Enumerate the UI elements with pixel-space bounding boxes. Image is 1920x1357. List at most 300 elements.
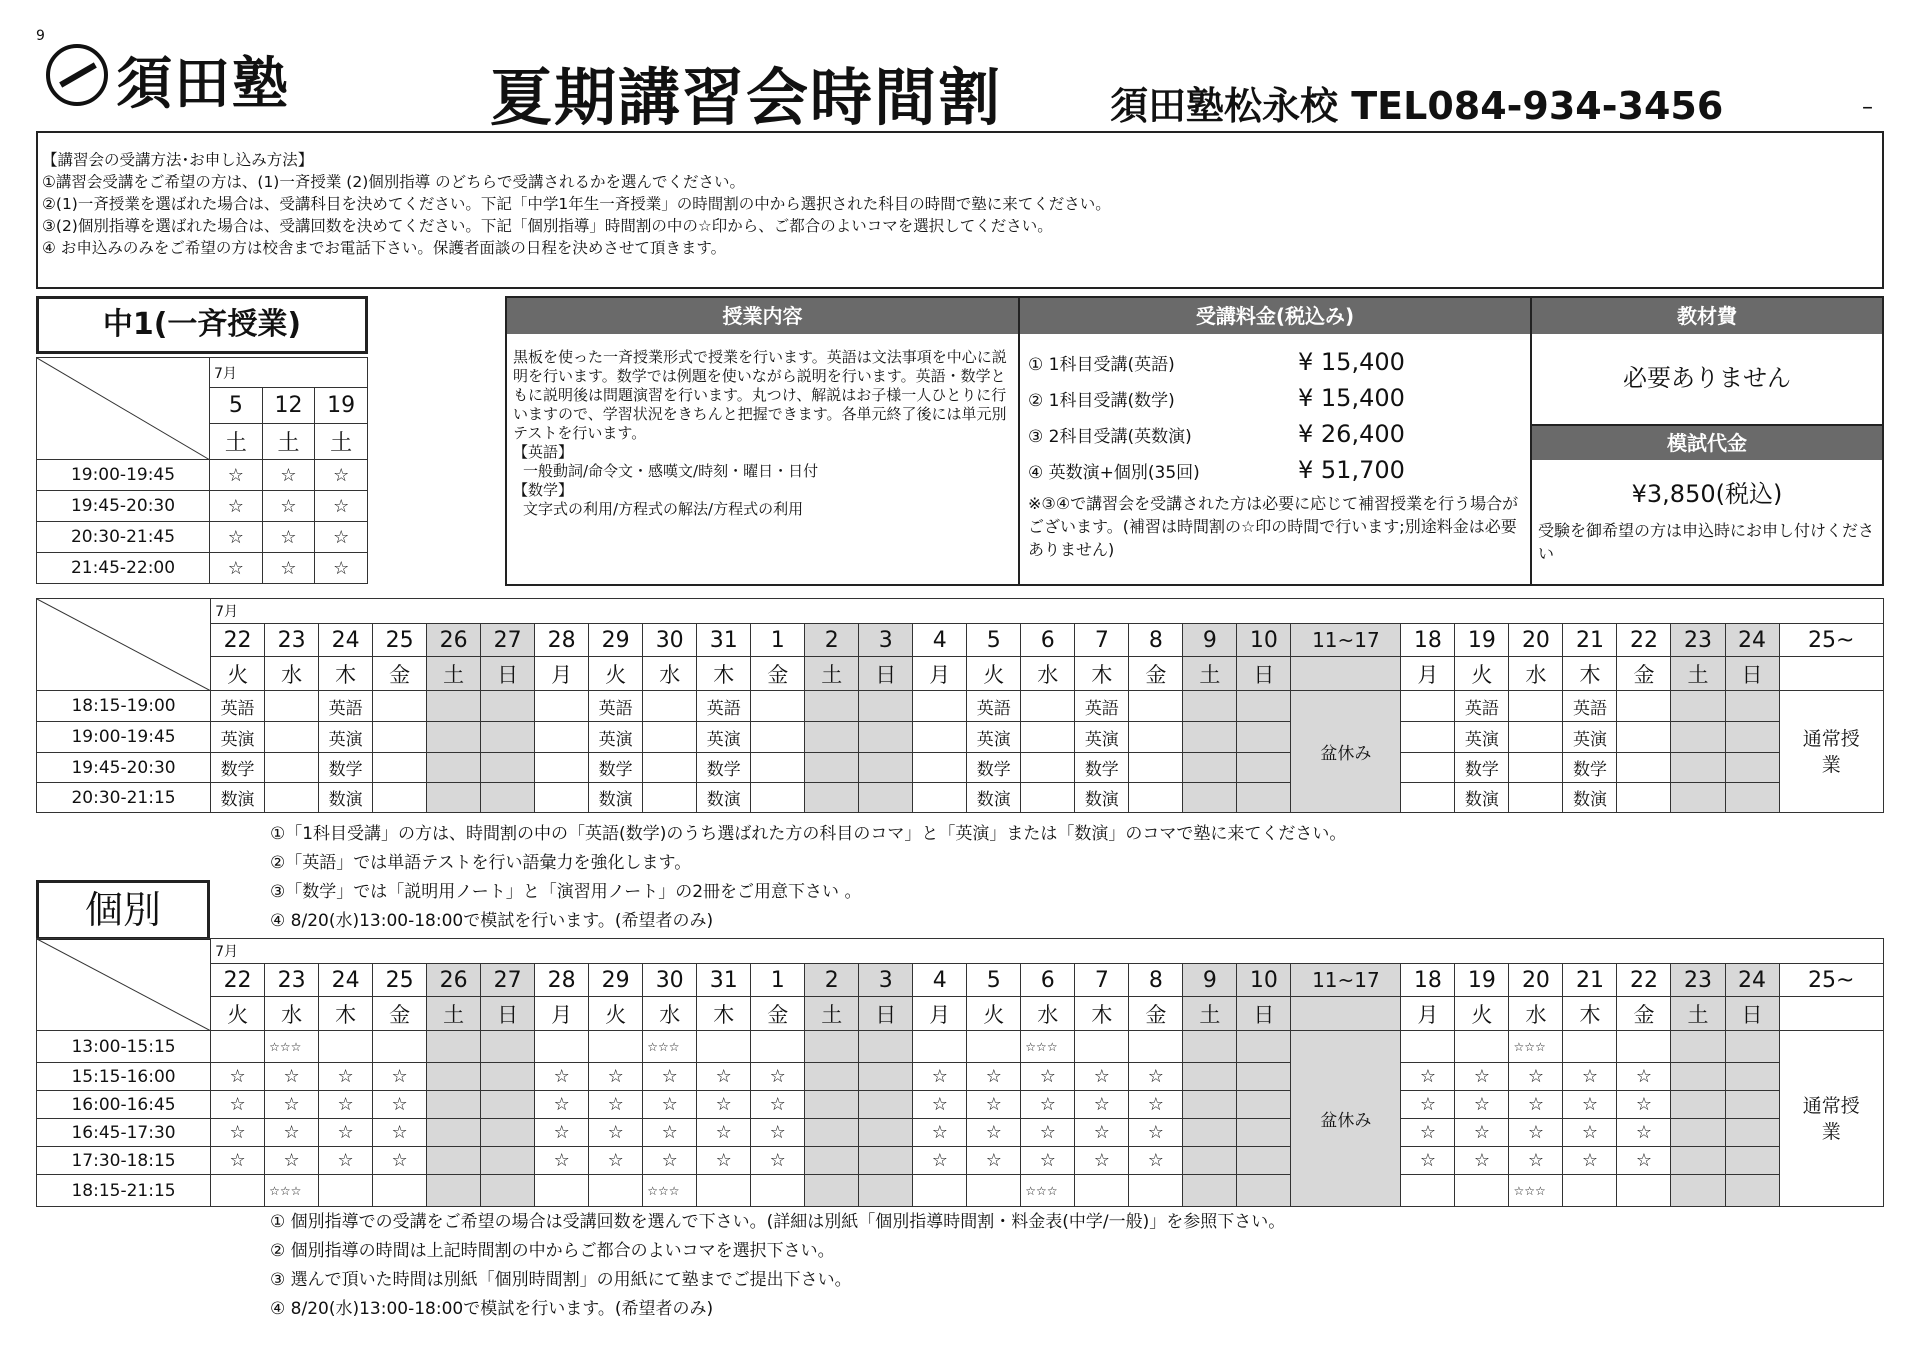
fee-label: ④ 英数演+個別(35回) [1028,462,1200,483]
weekday-cell: 日 [481,657,535,691]
slot-cell [373,1031,427,1063]
slot-cell [1237,1031,1291,1063]
subject-cell: 英語 [319,691,373,722]
slot-cell [1671,1119,1725,1147]
day-cell: 24 [319,624,373,657]
weekday-cell: 木 [697,657,751,691]
day-cell: 19 [315,388,368,424]
weekday-cell: 金 [1129,657,1183,691]
star-cell: ☆ [373,1147,427,1175]
star-cell: ☆ [1563,1147,1617,1175]
star-cell: ☆ [1563,1091,1617,1119]
subject-cell: 英語 [589,691,643,722]
day-cell: 8 [1129,964,1183,997]
slot-cell [1563,1031,1617,1063]
weekday-cell: 木 [1075,997,1129,1031]
english-topics: 一般動詞/命令文・感嘆文/時刻・曜日・日付 [523,462,819,480]
slot-cell [1129,691,1183,722]
slot-cell [427,1175,481,1207]
triple-star-cell: ☆☆☆ [643,1175,697,1207]
star-cell: ☆ [751,1091,805,1119]
star-cell: ☆ [319,1147,373,1175]
logo-mark-icon [46,44,108,106]
slot-cell [1617,722,1671,753]
weekday-cell: 土 [1183,997,1237,1031]
slot-cell [1671,783,1725,813]
weekday-cell: 水 [643,657,697,691]
subject-cell: 数学 [211,753,265,783]
time-cell: 16:45-17:30 [37,1119,211,1147]
star-cell: ☆ [751,1119,805,1147]
diagonal-line [37,939,211,1031]
star-cell: ☆ [319,1119,373,1147]
slot-cell [1725,783,1779,813]
time-cell: 20:30-21:15 [37,783,211,813]
slot-cell [373,1175,427,1207]
time-cell: 13:00-15:15 [37,1031,211,1063]
day-cell: 29 [589,624,643,657]
star-cell: ☆ [1455,1063,1509,1091]
slot-cell [1725,1091,1779,1119]
subject-cell: 数演 [697,783,751,813]
star-cell: ☆ [913,1147,967,1175]
day-cell: 28 [535,624,589,657]
slot-cell [1725,1175,1779,1207]
slot-cell [859,1147,913,1175]
star-cell: ☆ [589,1147,643,1175]
star-cell: ☆ [211,1147,265,1175]
star-cell: ☆ [535,1119,589,1147]
fee-row [1028,380,1522,416]
star-cell: ☆ [1129,1147,1183,1175]
star-cell: ☆ [589,1091,643,1119]
weekday-cell: 水 [1021,657,1075,691]
materials-value: 必要ありません [1532,334,1882,426]
slot-cell [1617,1175,1671,1207]
slot-cell [1237,753,1291,783]
fee-row [1028,344,1522,380]
group-class-notes [270,820,1346,936]
day-cell: 9 [1183,624,1237,657]
weekday-cell: 日 [1725,997,1779,1031]
slot-cell [751,691,805,722]
star-cell: ☆ [643,1063,697,1091]
star-cell: ☆ [1509,1119,1563,1147]
slot-cell [1725,691,1779,722]
day-cell: 24 [1725,624,1779,657]
subject-cell: 英語 [697,691,751,722]
slot-cell [1401,1175,1455,1207]
group-class-table [36,357,368,584]
star-cell: ☆ [1401,1063,1455,1091]
slot-cell [535,722,589,753]
star-cell: ☆ [751,1147,805,1175]
day-cell: 7 [1075,624,1129,657]
slot-cell [481,1031,535,1063]
math-topics: 文字式の利用/方程式の解法/方程式の利用 [523,500,804,518]
day-cell: 25~ [1779,624,1883,657]
day-cell: 22 [1617,964,1671,997]
slot-cell [319,1031,373,1063]
weekday-cell: 金 [1617,997,1671,1031]
subject-cell: 英演 [1075,722,1129,753]
star-cell: ☆ [1075,1091,1129,1119]
star-cell: ☆ [319,1091,373,1119]
note-line: ② 個別指導の時間は上記時間割の中からご都合のよいコマを選択下さい。 [270,1241,835,1261]
day-cell: 5 [967,964,1021,997]
weekday-cell: 土 [210,424,263,460]
slot-cell [373,722,427,753]
slot-cell [427,1091,481,1119]
slot-cell [211,1031,265,1063]
weekday-cell [1779,997,1883,1031]
slot-cell [481,1147,535,1175]
weekday-cell: 金 [751,657,805,691]
month-cell: 7月 [210,358,368,388]
diagonal-line [37,599,211,691]
slot-cell [1237,1147,1291,1175]
slot-cell [427,1031,481,1063]
day-cell: 22 [1617,624,1671,657]
day-cell: 5 [967,624,1021,657]
normal-class-cell: 通常授業 [1779,691,1883,813]
slot-cell [1237,1175,1291,1207]
weekday-cell: 木 [1075,657,1129,691]
slot-cell [427,1147,481,1175]
slot-cell [859,1063,913,1091]
day-cell: 23 [265,624,319,657]
time-cell: 17:30-18:15 [37,1147,211,1175]
fee-note: ※③④で講習会を受講された方は必要に応じて補習授業を行う場合がございます。(補習は時間割の☆印の時間で行います;別途料金は必要ありません) [1028,494,1519,559]
slot-cell [373,783,427,813]
slot-cell [913,1031,967,1063]
fee-label: ③ 2科目受講(英数演) [1028,426,1192,447]
star-cell: ☆ [315,522,368,553]
slot-cell [427,783,481,813]
slot-cell [1129,1031,1183,1063]
weekday-cell: 月 [535,657,589,691]
star-cell: ☆ [751,1063,805,1091]
weekday-cell: 月 [1401,657,1455,691]
slot-cell [805,1119,859,1147]
time-cell: 19:00-19:45 [37,460,210,491]
star-cell: ☆ [262,491,315,522]
weekday-cell [1291,657,1401,691]
subject-cell: 英語 [1455,691,1509,722]
slot-cell [859,1091,913,1119]
subject-cell: 英演 [967,722,1021,753]
subject-cell: 英演 [589,722,643,753]
individual-calendar-grid [36,938,1884,1207]
subject-cell: 数学 [589,753,643,783]
weekday-cell: 金 [751,997,805,1031]
slot-cell [373,691,427,722]
day-cell: 11~17 [1291,964,1401,997]
slot-cell [1075,1175,1129,1207]
time-cell: 21:45-22:00 [37,553,210,584]
note-line: ④ 8/20(水)13:00-18:00で模試を行います。(希望者のみ) [270,1299,714,1319]
day-cell: 10 [1237,964,1291,997]
slot-cell [1129,1175,1183,1207]
day-cell: 29 [589,964,643,997]
slot-cell [859,1119,913,1147]
star-cell: ☆ [535,1063,589,1091]
star-cell: ☆ [1455,1147,1509,1175]
logo-small-text: 9 [36,28,45,44]
day-cell: 26 [427,624,481,657]
weekday-cell: 火 [211,657,265,691]
star-cell: ☆ [697,1091,751,1119]
weekday-cell: 土 [805,657,859,691]
slot-cell [1401,783,1455,813]
slot-cell [1237,722,1291,753]
star-cell: ☆ [265,1063,319,1091]
day-cell: 7 [1075,964,1129,997]
slot-cell [427,1063,481,1091]
materials-panel [1530,296,1884,586]
slot-cell [1563,1175,1617,1207]
subject-cell: 英演 [697,722,751,753]
subject-cell: 英語 [967,691,1021,722]
subject-cell: 英演 [1455,722,1509,753]
star-cell: ☆ [1021,1119,1075,1147]
slot-cell [1401,722,1455,753]
star-cell: ☆ [1617,1147,1671,1175]
day-cell: 21 [1563,624,1617,657]
slot-cell [1725,1119,1779,1147]
star-cell: ☆ [913,1063,967,1091]
weekday-cell: 木 [1563,657,1617,691]
fee-value: ¥ 15,400 [1298,384,1405,412]
day-cell: 22 [211,624,265,657]
star-cell: ☆ [262,460,315,491]
slot-cell [1617,783,1671,813]
weekday-cell: 金 [373,657,427,691]
corner-mark: – [1862,95,1873,120]
star-cell: ☆ [1617,1119,1671,1147]
slot-cell [535,1031,589,1063]
star-cell: ☆ [211,1091,265,1119]
course-content-panel [505,296,1020,586]
info-line: ①講習会受講をご希望の方は、(1)一斉授業 (2)個別指導 のどちらで受講されるかを選んでください。 [42,173,746,191]
slot-cell [805,1175,859,1207]
subject-cell: 英語 [1563,691,1617,722]
day-cell: 20 [1509,964,1563,997]
star-cell: ☆ [697,1119,751,1147]
slot-cell [643,753,697,783]
slot-cell [1183,1119,1237,1147]
fee-value: ¥ 26,400 [1298,420,1405,448]
slot-cell [805,722,859,753]
slot-cell [481,1091,535,1119]
triple-star-cell: ☆☆☆ [1021,1175,1075,1207]
slot-cell [1671,1091,1725,1119]
day-cell: 4 [913,624,967,657]
fee-body [1020,334,1530,561]
day-cell: 1 [751,624,805,657]
slot-cell [589,1031,643,1063]
slot-cell [1183,722,1237,753]
section-label-individual: 個別 [36,880,210,940]
logo-text: 須田塾 [116,52,290,117]
weekday-cell: 日 [859,657,913,691]
weekday-cell: 金 [1129,997,1183,1031]
triple-star-cell: ☆☆☆ [1509,1031,1563,1063]
star-cell: ☆ [373,1063,427,1091]
star-cell: ☆ [210,553,263,584]
slot-cell [481,1175,535,1207]
subject-cell: 英語 [1075,691,1129,722]
weekday-cell: 火 [1455,997,1509,1031]
school-contact: 須田塾松永校 TEL084-934-3456 [1110,84,1724,128]
slot-cell [1401,753,1455,783]
day-cell: 26 [427,964,481,997]
course-content-header: 授業内容 [507,298,1018,334]
subject-cell: 数演 [1455,783,1509,813]
slot-cell [913,783,967,813]
weekday-cell: 木 [697,997,751,1031]
slot-cell [211,1175,265,1207]
subject-cell: 数学 [1075,753,1129,783]
day-cell: 22 [211,964,265,997]
star-cell: ☆ [262,522,315,553]
triple-star-cell: ☆☆☆ [265,1031,319,1063]
day-cell: 21 [1563,964,1617,997]
star-cell: ☆ [1021,1147,1075,1175]
slot-cell [1617,753,1671,783]
slot-cell [589,1175,643,1207]
slot-cell [805,783,859,813]
weekday-cell: 木 [1563,997,1617,1031]
day-cell: 2 [805,964,859,997]
course-content-body [507,334,1018,519]
slot-cell [427,1119,481,1147]
fee-value: ¥ 51,700 [1298,456,1405,484]
slot-cell [805,1147,859,1175]
slot-cell [1129,722,1183,753]
day-cell: 25 [373,624,427,657]
slot-cell [697,1175,751,1207]
slot-cell [427,691,481,722]
day-cell: 9 [1183,964,1237,997]
weekday-cell: 火 [589,657,643,691]
note-line: ③ 選んで頂いた時間は別紙「個別時間割」の用紙にて塾までご提出下さい。 [270,1270,852,1290]
slot-cell [751,1031,805,1063]
star-cell: ☆ [319,1063,373,1091]
star-cell: ☆ [315,460,368,491]
time-cell: 16:00-16:45 [37,1091,211,1119]
slot-cell [535,691,589,722]
weekday-cell: 火 [1455,657,1509,691]
fee-label: ② 1科目受講(数学) [1028,390,1175,411]
slot-cell [751,753,805,783]
day-cell: 25 [373,964,427,997]
fee-header: 受講料金(税込み) [1020,298,1530,334]
day-cell: 23 [1671,964,1725,997]
day-cell: 19 [1455,624,1509,657]
weekday-cell: 土 [262,424,315,460]
slot-cell [427,753,481,783]
star-cell: ☆ [643,1147,697,1175]
info-heading: 【講習会の受講方法･お申し込み方法】 [42,151,314,169]
subject-cell: 数演 [211,783,265,813]
mock-exam-fee: ¥3,850(税込) [1631,480,1783,508]
slot-cell [481,1063,535,1091]
star-cell: ☆ [1129,1091,1183,1119]
slot-cell [1129,753,1183,783]
math-heading: 【数学】 [513,481,574,499]
slot-cell [1021,753,1075,783]
info-line: ③(2)個別指導を選ばれた場合は、受講回数を決めてください。下記「個別指導」時間割の中の☆印から、ご都合のよいコマを選択してください。 [42,217,1053,235]
slot-cell [1671,1063,1725,1091]
slot-cell [481,753,535,783]
day-cell: 25~ [1779,964,1883,997]
mock-exam-note: 受験を御希望の方は申込時にお申し付けください [1538,521,1875,563]
slot-cell [859,753,913,783]
star-cell: ☆ [1617,1091,1671,1119]
star-cell: ☆ [589,1063,643,1091]
slot-cell [859,783,913,813]
star-cell: ☆ [913,1091,967,1119]
slot-cell [751,783,805,813]
star-cell: ☆ [210,522,263,553]
triple-star-cell: ☆☆☆ [1509,1175,1563,1207]
weekday-cell: 土 [1671,997,1725,1031]
star-cell: ☆ [1563,1119,1617,1147]
fee-row [1028,452,1522,488]
star-cell: ☆ [211,1119,265,1147]
day-cell: 24 [319,964,373,997]
star-cell: ☆ [315,553,368,584]
english-heading: 【英語】 [513,443,574,461]
group-calendar-grid [36,598,1884,813]
weekday-cell: 月 [913,657,967,691]
star-cell: ☆ [373,1119,427,1147]
star-cell: ☆ [589,1119,643,1147]
subject-cell: 英演 [1563,722,1617,753]
slot-cell [1455,1031,1509,1063]
day-cell: 6 [1021,964,1075,997]
subject-cell: 数学 [319,753,373,783]
weekday-cell: 土 [805,997,859,1031]
triple-star-cell: ☆☆☆ [1021,1031,1075,1063]
star-cell: ☆ [967,1091,1021,1119]
page-title: 夏期講習会時間割 [490,61,1003,134]
time-cell: 15:15-16:00 [37,1063,211,1091]
subject-cell: 数演 [1075,783,1129,813]
subject-cell: 数演 [319,783,373,813]
weekday-cell: 土 [1671,657,1725,691]
star-cell: ☆ [1021,1063,1075,1091]
slot-cell [1183,1031,1237,1063]
day-cell: 23 [265,964,319,997]
slot-cell [1237,691,1291,722]
slot-cell [967,1175,1021,1207]
slot-cell [1617,1031,1671,1063]
slot-cell [481,691,535,722]
month-cell: 7月 [211,939,1884,964]
star-cell: ☆ [262,553,315,584]
slot-cell [967,1031,1021,1063]
slot-cell [535,753,589,783]
fee-value: ¥ 15,400 [1298,348,1405,376]
slot-cell [751,722,805,753]
weekday-cell: 水 [265,657,319,691]
diagonal-line [37,358,210,460]
slot-cell [859,691,913,722]
star-cell: ☆ [1129,1119,1183,1147]
slot-cell [1237,1119,1291,1147]
